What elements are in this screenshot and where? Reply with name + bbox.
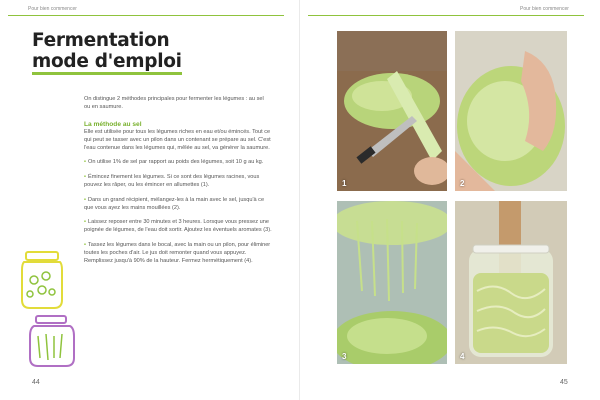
photo-step-1 (337, 31, 447, 191)
photo-number: 2 (460, 179, 465, 188)
bullet-paragraph (84, 159, 274, 167)
paragraph-text: Émincez finement les légumes. Si ce sont des légumes racines, vous pouvez les râper, ou les émincer en allumettes (1). (84, 174, 260, 188)
photo-step-3 (337, 201, 447, 364)
paragraph-text: Dans un grand récipient, mélangez-les à la main avec le sel, jusqu'à ce que vous ayez les mains mouillées (2). (84, 196, 265, 211)
bullet-icon: • (84, 219, 86, 226)
body-text (84, 129, 274, 272)
bullet-paragraph (84, 242, 274, 265)
title-line-1: Fermentation (32, 30, 170, 51)
photo-number: 4 (460, 352, 465, 361)
photo-step-2 (455, 31, 567, 191)
page-number-right: 45 (560, 379, 568, 386)
photo-number: 3 (342, 352, 347, 361)
photo-number: 1 (342, 179, 347, 188)
paragraph (84, 129, 274, 152)
leek-slicing-photo-icon (337, 31, 447, 191)
running-head-left: Pour bien commencer (8, 2, 284, 16)
section-subhead: La méthode au sel (84, 121, 142, 128)
bullet-icon: • (84, 196, 86, 203)
title-line-2: mode d'emploi (32, 51, 182, 75)
intro-text: On distingue 2 méthodes principales pour fermenter les légumes : au sel ou en saumure. (84, 96, 264, 110)
paragraph-text: Laissez reposer entre 30 minutes et 3 heures. Lorsque vous pressez une poignée de légumes, de l'eau doit sortir. Ajoutez les éventuels aromates (3). (84, 219, 272, 234)
bullet-paragraph (84, 174, 274, 190)
bullet-icon: • (84, 174, 86, 181)
jar-illustrations (16, 250, 86, 370)
jar-doodle-icon (16, 250, 86, 370)
photo-step-4 (455, 201, 567, 364)
paragraph-text: On utilise 1% de sel par rapport au poids des légumes, soit 10 g au kg. (87, 159, 264, 166)
jar-pestle-photo-icon (455, 201, 567, 364)
paragraph-text: Elle est utilisée pour tous les légumes riches en eau et/ou émincés. Tout ce qui peut se tasser avec un pilon dans un contenant se prépare au sel. C'est l'eau contenue dans les légumes qui, mêlée au sel, va générer la saumure. (84, 129, 271, 151)
page-number-left: 44 (32, 379, 40, 386)
bullet-paragraph (84, 219, 274, 235)
bullet-icon: • (84, 159, 86, 166)
bullet-paragraph (84, 197, 274, 213)
paragraph-text: Tassez les légumes dans le bocal, avec la main ou un pilon, pour éliminer toutes les poches d'air. Le jus doit remonter quand vous appuyez. Remplissez jusqu'à 90% de la hauteur. Fermez hermétiquement (4). (84, 241, 271, 264)
squeezing-leeks-photo-icon (337, 201, 447, 364)
bullet-icon: • (84, 241, 86, 248)
hand-mixing-leeks-photo-icon (455, 31, 567, 191)
running-head-right: Pour bien commencer (308, 2, 584, 16)
page-title (32, 30, 282, 75)
